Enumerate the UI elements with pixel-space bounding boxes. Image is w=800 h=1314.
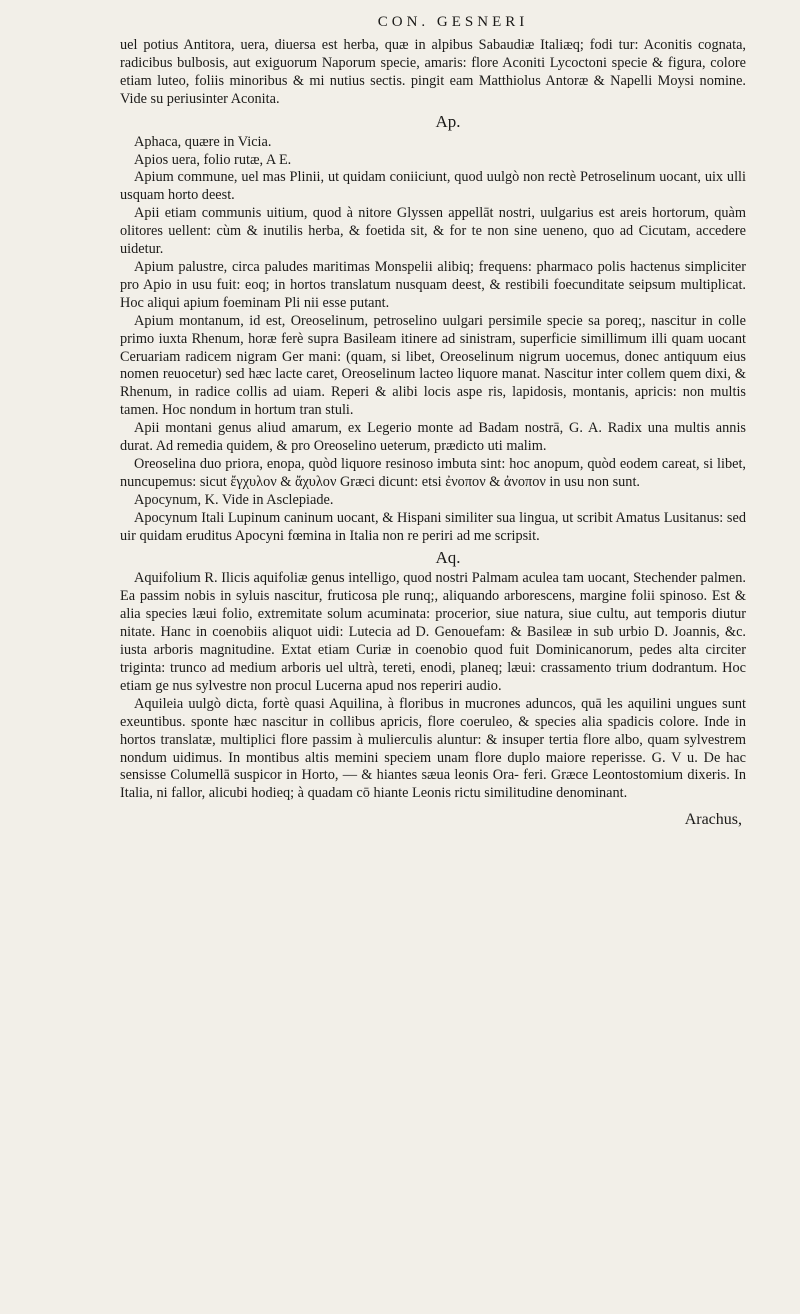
paragraph-oreoselina: Oreoselina duo priora, enopa, quòd liquore resinoso imbuta sint: hoc anopum, quòd eodem careat, si libet, nuncupemus: sicut ἔγχυλον & ἄχυλον Græci dicunt: etsi ἐνοπον & ἀνοπον in usu non sunt. <box>120 455 746 490</box>
paragraph-apii-montani: Apii montani genus aliud amarum, ex Legerio monte ad Badam nostrā, G. A. Radix una multis annis durat. Ad remedia quidem, & pro Oreoselino ueterum, prædicto uti malim. <box>120 420 746 455</box>
paragraph-aphaca: Aphaca, quære in Vicia. <box>134 133 272 150</box>
paragraph-apii-uitium: Apii etiam communis uitium, quod à nitore Glyssen appellāt nostri, uulgarius est areis hortorum, quàm olitores uellent: cùm & inutilis herba, & foetida sit, & for te non sine ueneno, quo ad Cicutam, accedere uidetur. <box>120 205 746 258</box>
section-heading-ap: Ap. <box>435 111 461 131</box>
paragraph-apium-commune: Apium commune, uel mas Plinii, ut quidam coniiciunt, quod uulgò non rectè Petroselinum uocant, uix ulli usquam horto deest. <box>120 169 746 204</box>
paragraph-apium-montanum: Apium montanum, id est, Oreoselinum, petroselino uulgari persimile specie sa poreq;, nascitur in colle primo iuxta Rhenum, horæ ferè supra Basileam itinere ad sinistram, superficie simillimum illi quam uocant Ceruariam radicem nigram Ger mani: (quam, si libet, Oreoselinum nigrum uocemus, donec antiquum eius nomen reuocetur) sed hæc lacte caret, Oreoselinum lacteo liquore manat. Nascitur inter collem quem dixi, & Rhenum, in radice collis ad uiam. Reperi & alibi locis aspe ris, lapidosis, montanis, apricis: non multis tamen. Hoc nondum in hortum tran stuli. <box>120 312 746 419</box>
running-head: CON. GESNERI <box>377 14 529 30</box>
page-body <box>120 37 746 803</box>
paragraph-aquileia: Aquileia uulgò dicta, fortè quasi Aquilina, à floribus in mucrones aduncos, quā les aquilini ungues sunt exeuntibus. sponte hæc nascitur in collibus apricis, flore coeruleo, & species alia spadicis colore. Inde in hortos translatæ, multiplici flore passim à mulierculis aluntur: & insuper tertia flore albo, quam sylvestrem nondum uidimus. In montibus altis memini speciem unam flore duplo maiore reperisse. G. V u. De hac sensisse Columellā suspicor in Horto, — & hiantes sæua leonis Ora- feri. Græce Leontostomium dixeris. In Italia, ni fallor, alicubi hodieq; à quadam cō hiante Leonis rictu similitudine denominant. <box>120 695 746 802</box>
catchword: Arachus, <box>684 811 742 829</box>
paragraph-apios: Apios uera, folio rutæ, A E. <box>134 151 292 168</box>
paragraph-aquifolium: Aquifolium R. Ilicis aquifoliæ genus intelligo, quod nostri Palmam aculea tam uocant, Stechender palmen. Ea passim nobis in syluis nascitur, fruticosa ple runq;, aliquando arborescens, margine folii spinoso. Est & alia species læui folio, extremitate solum acuminata: procerior, siue natura, siue cultu, aut temporis diutur nitate. Hanc in coenobiis aliquot uidi: Lutecia ad D. Genouefam: & Basileæ in sub urbio D. Joannis, &c. iusta arboris magnitudine. Extat etiam Curiæ in coenobio quod fuit Dominicanorum, pedes alta circiter triginta: trunco ad medium arboris uel ultrà, tereti, enodi, planeq; læui: crassamento trium dodrantum. Hoc etiam ge nus sylvestre non procul Lucerna apud nos reperiri audio. <box>120 570 746 694</box>
paragraph-apocynum-k: Apocynum, K. Vide in Asclepiade. <box>134 491 334 508</box>
paragraph-antitora: uel potius Antitora, uera, diuersa est herba, quæ in alpibus Sabaudiæ Italiæq; fodi tur: Aconitis cognata, radicibus bulbosis, aut exiguorum Naporum specie, amaris: flore Aconiti Lycoctoni specie & figura, colore etiam luteo, foliis minoribus & mi nutius sectis. pingit eam Matthiolus Antoræ & Napelli Moysi nomine. Vide su periusinter Aconita. <box>120 37 746 107</box>
section-heading-aq: Aq. <box>435 548 461 568</box>
paragraph-apium-palustre: Apium palustre, circa paludes maritimas Monspelii alibiq; frequens: pharmaco polis hactenus simpliciter pro Apio in usu fuit: eoq; in hortos translatum nusquam deest, & restibili foecunditate seipsum multiplicat. Hoc aliqui apium foeminam Pli nii esse putant. <box>120 258 746 311</box>
paragraph-apocynum-itali: Apocynum Itali Lupinum caninum uocant, & Hispani similiter sua lingua, ut scribit Amatus Lusitanus: sed uir quidam eruditus Apocyni fœmina in Italia non re periri ad me scripsit. <box>120 509 746 544</box>
